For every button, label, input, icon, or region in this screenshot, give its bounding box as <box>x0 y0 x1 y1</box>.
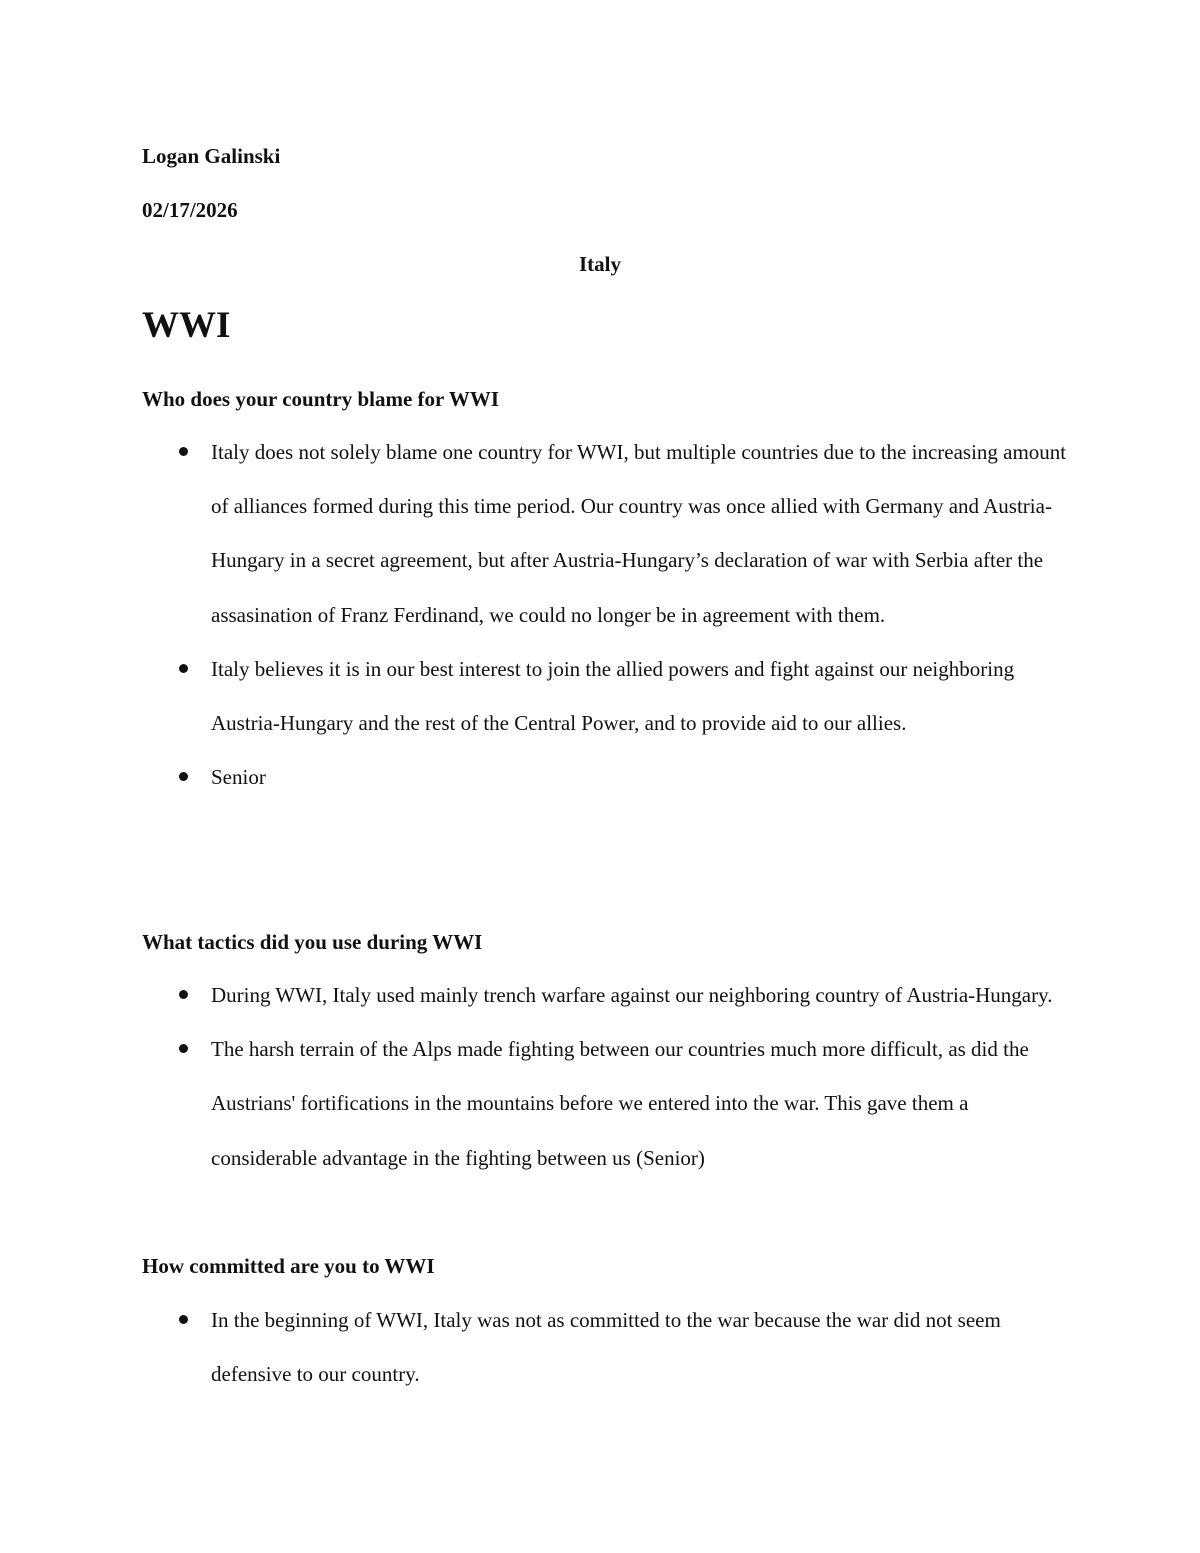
list-item-text: In the beginning of WWI, Italy was not as committed to the war because the war did not seem defensive to our country. <box>211 1308 1001 1387</box>
bullet-list-commitment <box>142 1293 1072 1401</box>
list-item <box>142 425 1072 642</box>
bullet-icon <box>179 447 188 456</box>
section-heading-commitment: How committed are you to WWI <box>142 1254 435 1278</box>
list-item <box>142 642 1072 750</box>
bullet-icon <box>179 664 188 673</box>
list-item-text: Italy believes it is in our best interest to join the allied powers and fight against our neighboring Austria-Hungary and the rest of the Central Power, and to provide aid to our allies. <box>211 656 1015 736</box>
bullet-icon <box>179 772 188 781</box>
bullet-icon <box>179 990 188 999</box>
bullet-list-blame <box>142 425 1072 804</box>
list-item-text: Senior <box>211 765 266 790</box>
main-heading: WWI <box>142 305 231 346</box>
section-heading-tactics: What tactics did you use during WWI <box>142 930 483 954</box>
list-item-text: During WWI, Italy used mainly trench warfare against our neighboring country of Austria-Hungary. <box>211 983 1053 1007</box>
document-title: Italy <box>579 252 621 276</box>
bullet-list-tactics <box>142 968 1072 1185</box>
list-item-text: The harsh terrain of the Alps made fighting between our countries much more difficult, as did the Austrians' fortifications in the mountains before we entered into the war. This gave them a considerable advantage in the fighting between us (Senior) <box>211 1037 1029 1170</box>
list-item <box>142 968 1072 1022</box>
bullet-icon <box>179 1315 188 1324</box>
list-item <box>142 1293 1072 1401</box>
document-date: 02/17/2026 <box>142 198 238 222</box>
list-item <box>142 750 1072 804</box>
list-item <box>142 1022 1072 1185</box>
bullet-icon <box>179 1044 188 1053</box>
list-item-text: Italy does not solely blame one country for WWI, but multiple countries due to the increasing amount of alliances formed during this time period. Our country was once allied with Germany and Austria-Hungary in a secret agreement, but after Austria-Hungary’s declaration of war with Serbia after the assasination of Franz Ferdinand, we could no longer be in agreement with them. <box>211 440 1067 627</box>
author-name: Logan Galinski <box>142 144 281 168</box>
section-heading-blame: Who does your country blame for WWI <box>142 387 500 411</box>
